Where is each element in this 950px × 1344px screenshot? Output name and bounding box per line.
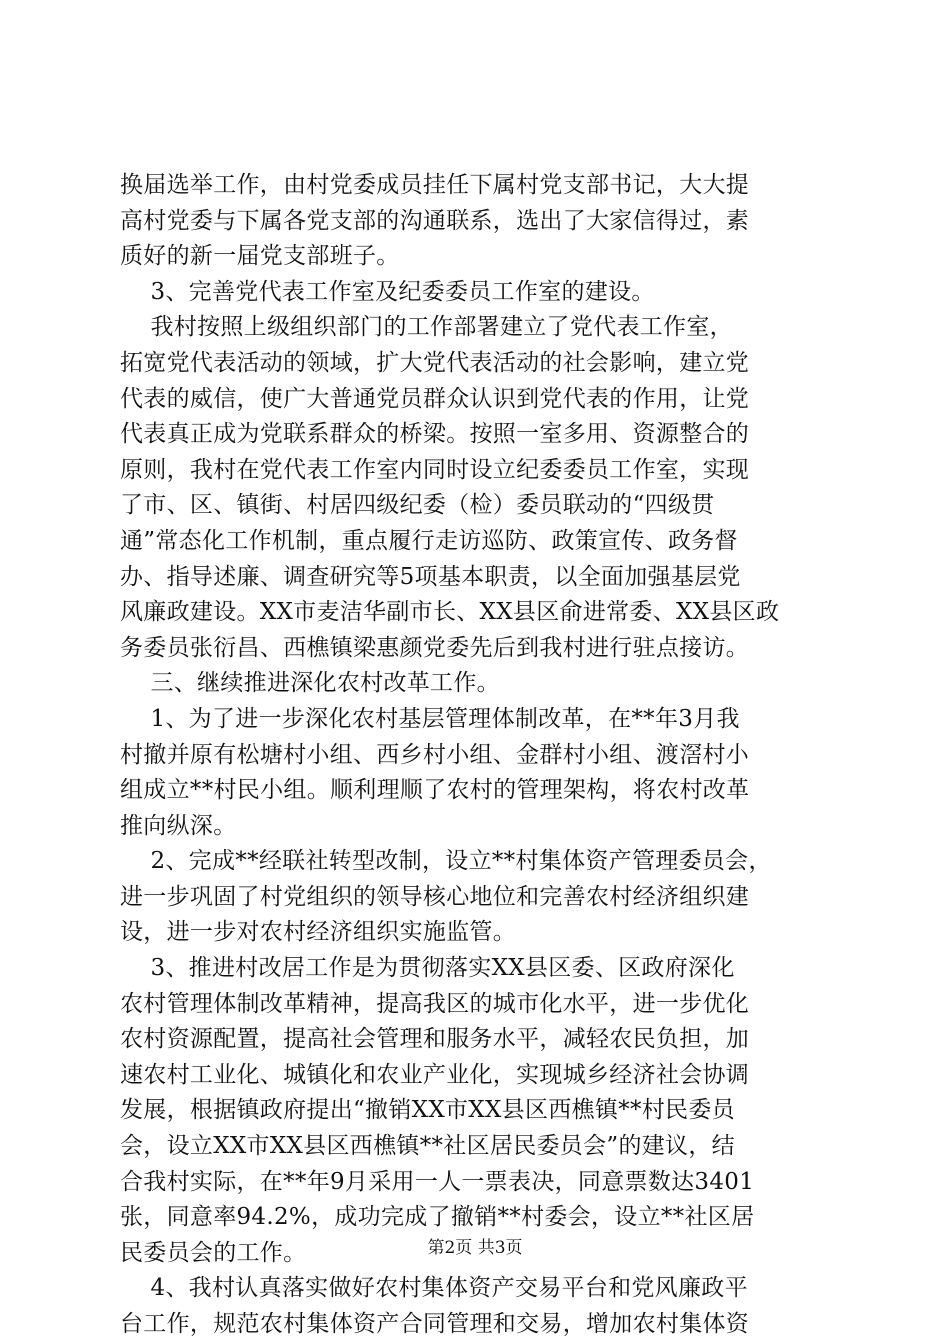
text-line: 原则，我村在党代表工作室内同时设立纪委委员工作室，实现 bbox=[120, 456, 750, 483]
text-line: 3、推进村改居工作是为贯彻落实XX县区委、区政府深化 bbox=[120, 955, 735, 982]
text-line: 我村按照上级组织部门的工作部署建立了党代表工作室， bbox=[120, 314, 733, 341]
text-line: 3、完善党代表工作室及纪委委员工作室的建设。 bbox=[120, 278, 655, 305]
text-line: 拓宽党代表活动的领域，扩大党代表活动的社会影响，建立党 bbox=[120, 349, 750, 376]
text-line: 发展，根据镇政府提出“撤销XX市XX县区西樵镇**村民委员 bbox=[120, 1097, 735, 1124]
text-line: 速农村工业化、城镇化和农业产业化，实现城乡经济社会协调 bbox=[120, 1061, 750, 1088]
text-line: 1、为了进一步深化农村基层管理体制改革，在**年3月我 bbox=[120, 705, 740, 732]
text-line: 推向纵深。 bbox=[120, 812, 237, 839]
text-line: 换届选举工作，由村党委成员挂任下属村党支部书记，大大提 bbox=[120, 172, 750, 198]
text-line: 风廉政建设。XX市麦洁华副市长、XX县区俞进常委、XX县区政 bbox=[120, 599, 780, 626]
text-line: 会，设立XX市XX县区西樵镇**社区居民委员会”的建议，结 bbox=[120, 1133, 735, 1160]
page-number-footer: 第2页 共3页 bbox=[427, 1238, 523, 1258]
text-line: 务委员张衍昌、西樵镇梁惠颜党委先后到我村进行驻点接访。 bbox=[120, 634, 750, 661]
document-body bbox=[120, 168, 840, 1343]
text-line: 农村资源配置，提高社会管理和服务水平，减轻农民负担，加 bbox=[120, 1026, 750, 1053]
text-line: 三、继续推进深化农村改革工作。 bbox=[120, 670, 500, 697]
text-line: 了市、区、镇街、村居四级纪委（检）委员联动的“四级贯 bbox=[120, 492, 715, 519]
text-line: 高村党委与下属各党支部的沟通联系，选出了大家信得过，素 bbox=[120, 207, 750, 234]
text-line: 通”常态化工作机制，重点履行走访巡防、政策宣传、政务督 bbox=[120, 527, 738, 554]
text-line: 办、指导述廉、调查研究等5项基本职责，以全面加强基层党 bbox=[120, 563, 741, 590]
text-line: 设，进一步对农村经济组织实施监管。 bbox=[120, 919, 517, 946]
text-line: 4、我村认真落实做好农村集体资产交易平台和党风廉政平 bbox=[120, 1275, 748, 1302]
text-line: 组成立**村民小组。顺利理顺了农村的管理架构，将农村改革 bbox=[120, 777, 750, 804]
text-line: 台工作，规范农村集体资产合同管理和交易，增加农村集体资 bbox=[120, 1311, 750, 1337]
text-line: 张，同意率94.2%，成功完成了撤销**村委会，设立**社区居 bbox=[120, 1204, 755, 1231]
text-line: 质好的新一届党支部班子。 bbox=[120, 243, 400, 270]
text-line: 合我村实际，在**年9月采用一人一票表决，同意票数达3401 bbox=[120, 1168, 755, 1195]
text-line: 民委员会的工作。 bbox=[120, 1239, 307, 1266]
text-line: 农村管理体制改革精神，提高我区的城市化水平，进一步优化 bbox=[120, 990, 750, 1017]
text-line: 2、完成**经联社转型改制，设立**村集体资产管理委员会， bbox=[120, 848, 772, 875]
text-line: 代表的威信，使广大普通党员群众认识到党代表的作用，让党 bbox=[120, 385, 750, 412]
text-line: 代表真正成为党联系群众的桥梁。按照一室多用、资源整合的 bbox=[120, 421, 750, 448]
text-line: 村撤并原有松塘村小组、西乡村小组、金群村小组、渡滘村小 bbox=[120, 741, 750, 768]
text-line: 进一步巩固了村党组织的领导核心地位和完善农村经济组织建 bbox=[120, 883, 750, 910]
